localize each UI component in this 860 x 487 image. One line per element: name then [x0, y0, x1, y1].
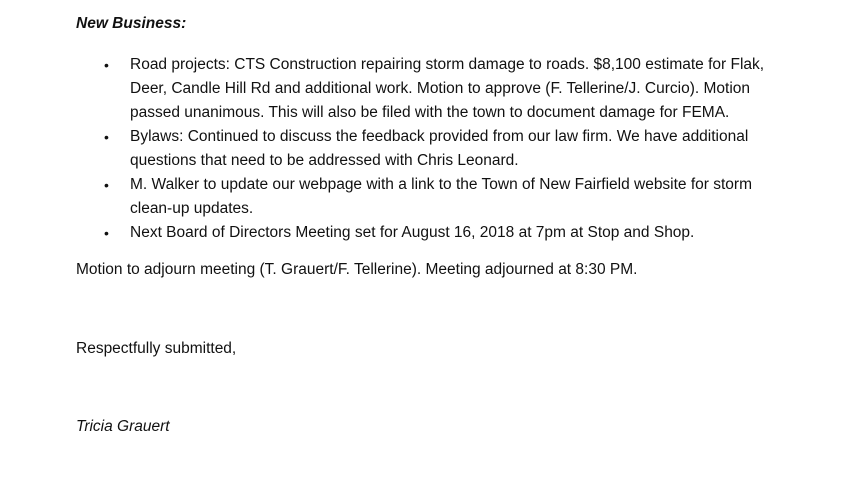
bullet-icon: •	[104, 57, 109, 73]
closing-line: Respectfully submitted,	[76, 340, 237, 357]
business-item-webpage	[0, 173, 770, 221]
bullet-icon: •	[104, 225, 109, 241]
business-item-list	[0, 53, 860, 245]
bullet-icon: •	[104, 129, 109, 145]
business-item-road-projects	[0, 53, 770, 125]
business-item-text: Bylaws: Continued to discuss the feedback provided from our law firm. We have additional questions that need to be addressed with Chris Leonard.	[130, 128, 749, 169]
business-item-text: Road projects: CTS Construction repairing storm damage to roads. $8,100 estimate for Flak, Deer, Candle Hill Rd and additional work. Motion to approve (F. Tellerine/J. Curcio). Motion passed unanimous. This will also be filed with the town to document damage for FEMA.	[130, 56, 765, 121]
business-item-text: Next Board of Directors Meeting set for August 16, 2018 at 7pm at Stop and Shop.	[130, 224, 695, 241]
business-item-bylaws	[0, 125, 770, 173]
signature-name: Tricia Grauert	[76, 418, 170, 435]
business-item-next-meeting	[0, 221, 770, 245]
business-item-text: M. Walker to update our webpage with a link to the Town of New Fairfield website for storm clean-up updates.	[130, 176, 753, 217]
bullet-icon: •	[104, 177, 109, 193]
section-heading: New Business:	[76, 15, 187, 32]
adjourn-statement: Motion to adjourn meeting (T. Grauert/F. Tellerine). Meeting adjourned at 8:30 PM.	[76, 261, 638, 278]
